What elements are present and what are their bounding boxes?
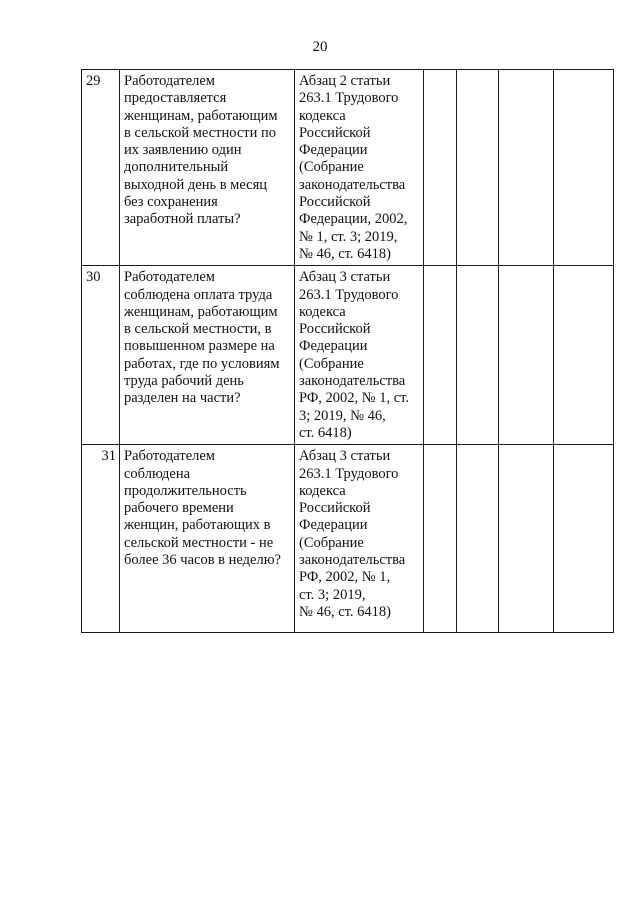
row-number: 31: [82, 445, 120, 633]
answer-yes-cell[interactable]: [424, 266, 457, 445]
row-number: 30: [82, 266, 120, 445]
table-row: [82, 445, 614, 633]
note-cell[interactable]: [554, 266, 614, 445]
note-cell[interactable]: [554, 445, 614, 633]
checklist-table: [81, 69, 614, 633]
page-number: 20: [312, 39, 328, 55]
requirement-text: Работодателем соблюдена оплата труда женщинам, работающим в сельской местности, в повышенном размере на работах, где по условиям труда рабочий день разделен на части?: [124, 269, 280, 407]
requirement-text: Работодателем предоставляется женщинам, работающим в сельской местности по их заявлению один дополнительный выходной день в месяц без сохранения заработной платы?: [124, 73, 278, 228]
note-cell[interactable]: [554, 70, 614, 266]
reference-cell: [295, 445, 424, 633]
requirement-cell: [120, 445, 295, 633]
reference-text: Абзац 3 статьи 263.1 Трудового кодекса Российской Федерации (Собрание законодательства РФ, 2002, № 1, ст. 3; 2019, № 46, ст. 6418): [299, 448, 406, 620]
answer-no-cell[interactable]: [457, 445, 499, 633]
answer-no-cell[interactable]: [457, 70, 499, 266]
requirement-cell: [120, 70, 295, 266]
answer-no-cell[interactable]: [457, 266, 499, 445]
table-row: [82, 70, 614, 266]
not-applicable-cell[interactable]: [499, 266, 554, 445]
reference-cell: [295, 70, 424, 266]
answer-yes-cell[interactable]: [424, 70, 457, 266]
reference-cell: [295, 266, 424, 445]
not-applicable-cell[interactable]: [499, 445, 554, 633]
table-row: [82, 266, 614, 445]
reference-text: Абзац 3 статьи 263.1 Трудового кодекса Российской Федерации (Собрание законодательства РФ, 2002, № 1, ст. 3; 2019, № 46, ст. 6418): [299, 269, 410, 441]
requirement-text: Работодателем соблюдена продолжительность рабочего времени женщин, работающих в сельской местности - не более 36 часов в неделю?: [124, 448, 281, 569]
reference-text: Абзац 2 статьи 263.1 Трудового кодекса Российской Федерации (Собрание законодательства Российской Федерации, 2002, № 1, ст. 3; 2019, № 46, ст. 6418): [299, 73, 408, 262]
answer-yes-cell[interactable]: [424, 445, 457, 633]
requirement-cell: [120, 266, 295, 445]
not-applicable-cell[interactable]: [499, 70, 554, 266]
row-number: 29: [82, 70, 120, 266]
